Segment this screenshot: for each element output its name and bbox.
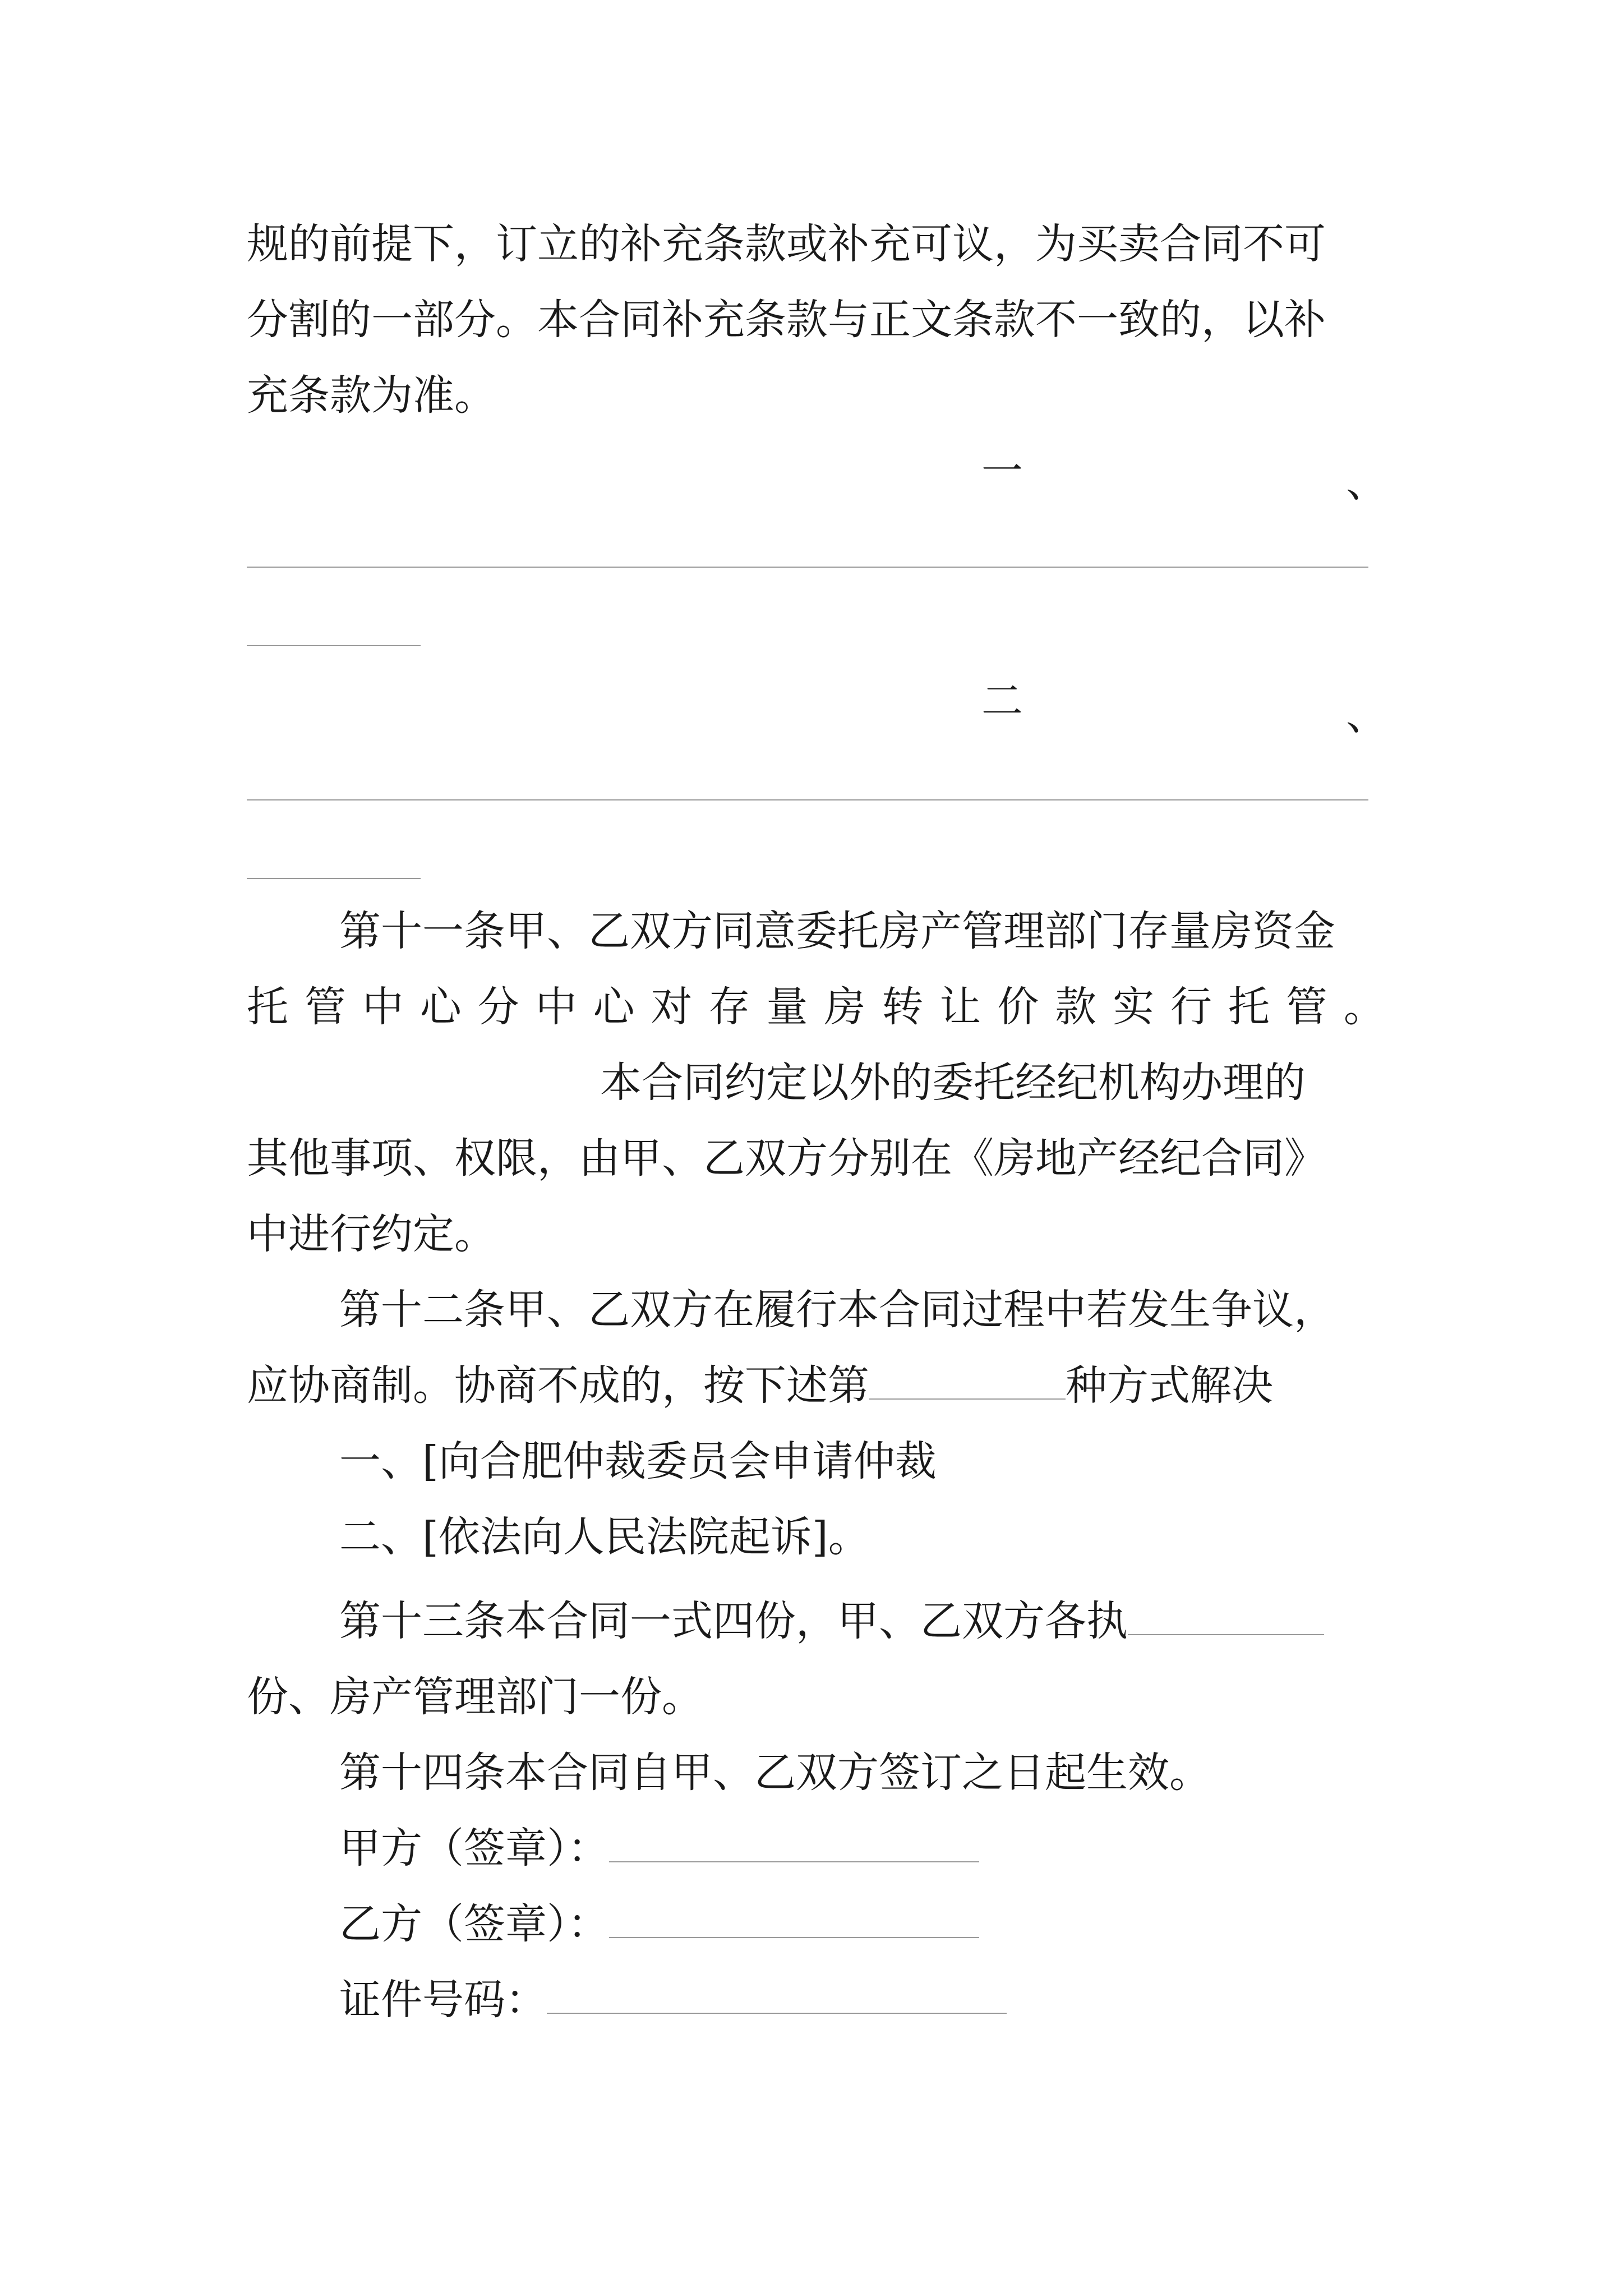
article-12-heading: 第十二条甲、乙双方在履行本合同过程中若发生争议， [339,1286,1335,1334]
text-segment: 种方式解决 [1066,1361,1273,1410]
text-segment: 第十三条本合同一式四份，甲、乙双方各执 [339,1597,1128,1645]
char: 房 [824,983,866,1031]
char: 心 [593,983,635,1031]
method-number-blank[interactable] [869,1365,1066,1400]
item-one-mark: 、 [1346,458,1387,507]
text-line: 规的前提下，订立的补充条款或补充可议，为买卖合同不可 [247,220,1326,268]
char: 中 [535,983,577,1031]
text-segment: 应协商制。协商不成的，按下述第 [247,1361,869,1410]
dispute-option-1: 一、[向合肥仲裁委员会申请仲裁 [339,1437,937,1485]
dispute-option-2: 二、[依法向人民法院起诉]。 [339,1513,870,1561]
article-11-justified-line [247,979,1385,1035]
char: 托 [1228,983,1270,1031]
fill-in-line [247,645,421,646]
char: 让 [939,983,981,1031]
item-two-mark: 、 [1346,691,1387,739]
char: 。 [1343,983,1385,1031]
party-b-label: 乙方（签章）： [339,1900,609,1948]
item-one-label: 一 [981,447,1023,495]
text-line: 其他事项、权限，由甲、乙双方分别在《房地产经纪合同》 [247,1134,1326,1182]
article-13-line [339,1593,1324,1649]
fill-in-line [247,799,1368,800]
text-line: 分割的一部分。本合同补充条款与正文条款不一致的，以补 [247,296,1326,344]
item-two-label: 二 [981,677,1023,725]
id-number-row [339,1972,1007,2028]
char: 管 [304,983,346,1031]
char: 行 [1170,983,1212,1031]
text-line: 充条款为准。 [247,371,496,420]
text-line: 本合同约定以外的委托经纪机构办理的 [600,1059,1306,1107]
text-line-with-blank [247,1358,1273,1414]
fill-in-line [247,878,421,879]
char: 心 [419,983,462,1031]
id-number-label: 证件号码： [339,1976,547,2024]
char: 实 [1113,983,1155,1031]
party-a-label: 甲方（签章）： [339,1824,609,1872]
char: 款 [1055,983,1097,1031]
char: 转 [882,983,924,1031]
fill-in-line [247,567,1368,568]
char: 中 [362,983,404,1031]
party-b-signature-row [339,1896,979,1952]
char: 量 [766,983,808,1031]
char: 托 [247,983,288,1031]
article-14: 第十四条本合同自甲、乙双方签订之日起生效。 [339,1749,1211,1797]
party-a-signature-row [339,1820,979,1876]
char: 管 [1285,983,1327,1031]
party-a-signature-field[interactable] [609,1828,979,1862]
char: 价 [997,983,1039,1031]
article-11-heading: 第十一条甲、乙双方同意委托房产管理部门存量房资金 [339,907,1335,955]
text-line: 份、房产管理部门一份。 [247,1673,703,1721]
char: 分 [477,983,519,1031]
id-number-field[interactable] [547,1979,1007,2014]
char: 存 [708,983,750,1031]
char: 对 [651,983,693,1031]
text-line: 中进行约定。 [247,1210,496,1258]
party-b-signature-field[interactable] [609,1903,979,1938]
copies-count-blank[interactable] [1128,1600,1324,1635]
